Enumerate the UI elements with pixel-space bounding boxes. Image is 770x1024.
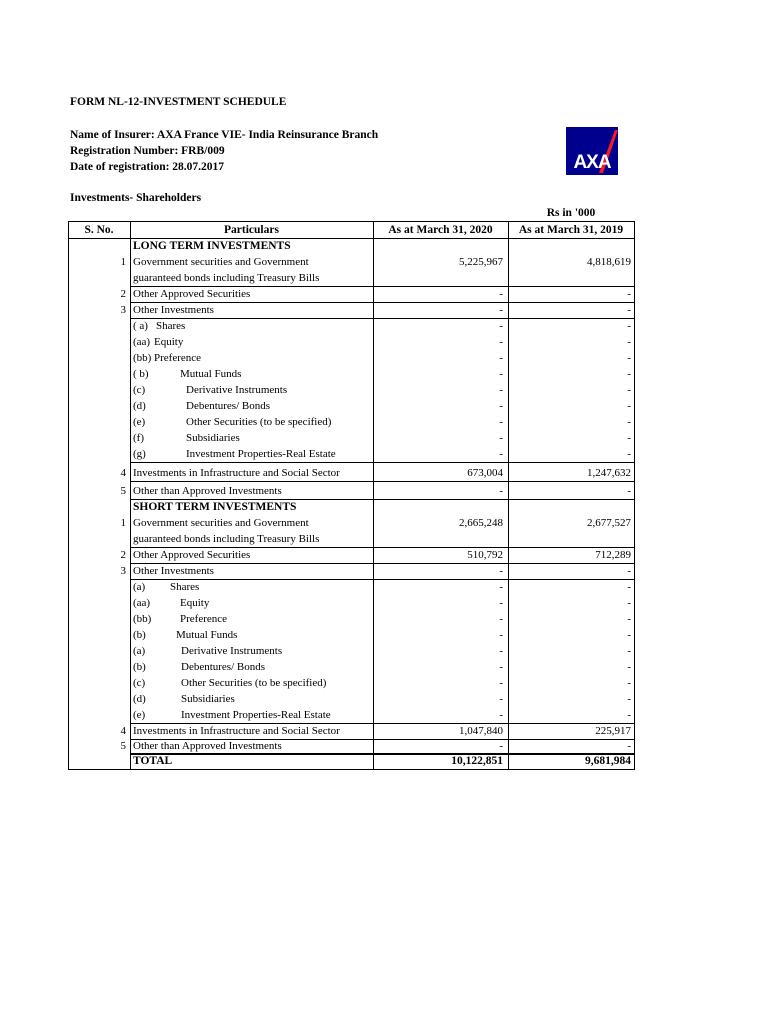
row-label: Government securities and Government [133, 517, 309, 529]
row-label: Other Investments [133, 565, 214, 577]
row-label: Debentures/ Bonds [181, 661, 266, 673]
row-label: SHORT TERM INVESTMENTS [133, 501, 297, 513]
row-code: ( b) [133, 368, 149, 380]
row-value-2019: - [627, 661, 631, 673]
table-border-right [634, 221, 635, 770]
header-particulars: Particulars [224, 224, 279, 236]
row-separator [130, 481, 635, 482]
row-code: (aa) [133, 336, 151, 348]
row-sno: 2 [120, 549, 126, 561]
row-value-2020: - [499, 740, 503, 752]
units-label: Rs in '000 [546, 207, 596, 219]
row-value-2019: - [627, 709, 631, 721]
row-value-2019: - [627, 629, 631, 641]
row-value-2020: - [499, 352, 503, 364]
row-code: (b) [133, 661, 146, 673]
row-label: Other Approved Securities [133, 288, 251, 300]
row-label: Other than Approved Investments [133, 740, 282, 752]
row-value-2020: - [499, 661, 503, 673]
row-sno: 5 [120, 485, 126, 497]
row-label: Equity [154, 336, 184, 348]
row-sno: 3 [120, 304, 126, 316]
row-value-2019: - [627, 288, 631, 300]
row-value-2020: - [499, 629, 503, 641]
row-value-2019: - [627, 740, 631, 752]
row-label: Investment Properties-Real Estate [181, 709, 331, 721]
row-code: (aa) [133, 597, 151, 609]
row-label: Derivative Instruments [181, 645, 283, 657]
logo-wordmark: AXA [573, 152, 611, 173]
table-border-bottom [68, 769, 635, 770]
row-value-2020: 5,225,967 [459, 256, 503, 268]
row-value-2019: - [627, 597, 631, 609]
row-code: (a) [133, 581, 146, 593]
row-value-2020: - [499, 336, 503, 348]
row-label: Other than Approved Investments [133, 485, 282, 497]
row-code: ( a) [133, 320, 148, 332]
row-sno: 5 [120, 740, 126, 752]
total-value-2019: 9,681,984 [585, 755, 631, 767]
row-label: Shares [170, 581, 200, 593]
header-sno: S. No. [84, 224, 114, 236]
row-value-2019: - [627, 485, 631, 497]
axa-logo [566, 127, 618, 175]
row-code: (bb) [133, 352, 152, 364]
row-value-2019: - [627, 693, 631, 705]
row-value-2020: 1,047,840 [459, 725, 503, 737]
row-label: Investments in Infrastructure and Social Sector [133, 725, 340, 737]
row-code: (c) [133, 384, 146, 396]
row-label: Investment Properties-Real Estate [186, 448, 336, 460]
row-value-2019: - [627, 416, 631, 428]
row-value-2019: - [627, 368, 631, 380]
row-value-2020: - [499, 432, 503, 444]
row-separator [130, 462, 635, 463]
row-sno: 1 [120, 256, 126, 268]
row-label: Other Approved Securities [133, 549, 251, 561]
row-code: (g) [133, 448, 146, 460]
row-value-2019: - [627, 565, 631, 577]
row-value-2019: - [627, 613, 631, 625]
row-value-2020: - [499, 416, 503, 428]
row-value-2020: - [499, 485, 503, 497]
row-label: Equity [180, 597, 210, 609]
insurer-name: Name of Insurer: AXA France VIE- India Reinsurance Branch [70, 129, 379, 141]
row-value-2019: - [627, 304, 631, 316]
row-code: (bb) [133, 613, 152, 625]
row-label: guaranteed bonds including Treasury Bills [133, 533, 320, 545]
row-code: (f) [133, 432, 144, 444]
row-label: Preference [180, 613, 228, 625]
row-value-2020: - [499, 645, 503, 657]
header-2019: As at March 31, 2019 [518, 224, 624, 236]
header-2020: As at March 31, 2020 [388, 224, 493, 236]
row-label: LONG TERM INVESTMENTS [133, 240, 291, 252]
row-sno: 2 [120, 288, 126, 300]
row-value-2020: - [499, 581, 503, 593]
row-sno: 4 [120, 467, 126, 479]
row-value-2019: - [627, 645, 631, 657]
row-label: Investments in Infrastructure and Social Sector [133, 467, 340, 479]
row-value-2019: - [627, 448, 631, 460]
investment-table [68, 221, 635, 770]
row-label: Shares [156, 320, 186, 332]
row-value-2019: - [627, 384, 631, 396]
row-value-2020: - [499, 565, 503, 577]
row-value-2020: - [499, 597, 503, 609]
row-value-2019: 1,247,632 [587, 467, 631, 479]
row-value-2020: - [499, 693, 503, 705]
row-value-2019: - [627, 677, 631, 689]
row-value-2020: - [499, 320, 503, 332]
row-value-2020: - [499, 384, 503, 396]
row-label: Other Securities (to be specified) [181, 677, 327, 689]
row-value-2020: - [499, 288, 503, 300]
row-value-2020: - [499, 368, 503, 380]
row-label: Government securities and Government [133, 256, 309, 268]
row-code: (d) [133, 693, 146, 705]
row-label: Subsidiaries [186, 432, 240, 444]
registration-date: Date of registration: 28.07.2017 [70, 161, 225, 173]
row-value-2019: - [627, 336, 631, 348]
row-value-2020: - [499, 613, 503, 625]
row-value-2020: 673,004 [467, 467, 503, 479]
row-value-2020: - [499, 709, 503, 721]
row-label: Derivative Instruments [186, 384, 288, 396]
row-sno: 1 [120, 517, 126, 529]
row-value-2019: - [627, 352, 631, 364]
row-label: Subsidiaries [181, 693, 235, 705]
row-value-2020: - [499, 448, 503, 460]
row-sno: 4 [120, 725, 126, 737]
row-label: guaranteed bonds including Treasury Bills [133, 272, 320, 284]
row-value-2020: - [499, 677, 503, 689]
section-title: Investments- Shareholders [70, 192, 202, 204]
row-code: (e) [133, 416, 146, 428]
row-code: (a) [133, 645, 146, 657]
row-value-2019: - [627, 432, 631, 444]
total-value-2020: 10,122,851 [451, 755, 503, 767]
insurer-details [70, 127, 378, 175]
row-value-2020: - [499, 304, 503, 316]
row-code: (e) [133, 709, 146, 721]
row-value-2019: - [627, 581, 631, 593]
row-code: (b) [133, 629, 146, 641]
row-sno: 3 [120, 565, 126, 577]
row-code: (c) [133, 677, 146, 689]
total-separator [130, 753, 635, 754]
row-label: Mutual Funds [176, 629, 238, 641]
row-code: (d) [133, 400, 146, 412]
row-label: Debentures/ Bonds [186, 400, 271, 412]
row-value-2019: 2,677,527 [587, 517, 631, 529]
row-label: Other Securities (to be specified) [186, 416, 332, 428]
total-label: TOTAL [133, 755, 173, 767]
row-value-2019: - [627, 320, 631, 332]
row-value-2020: 2,665,248 [459, 517, 503, 529]
row-label: Mutual Funds [180, 368, 242, 380]
registration-number: Registration Number: FRB/009 [70, 145, 225, 157]
row-label: Preference [154, 352, 202, 364]
row-value-2019: 4,818,619 [587, 256, 631, 268]
row-value-2019: - [627, 400, 631, 412]
table-border-top [68, 221, 635, 222]
form-title: FORM NL-12-INVESTMENT SCHEDULE [70, 96, 287, 108]
row-value-2019: 225,917 [595, 725, 631, 737]
row-value-2020: 510,792 [467, 549, 503, 561]
row-value-2019: 712,289 [595, 549, 631, 561]
table-divider-sno [130, 221, 131, 770]
row-value-2020: - [499, 400, 503, 412]
row-label: Other Investments [133, 304, 214, 316]
